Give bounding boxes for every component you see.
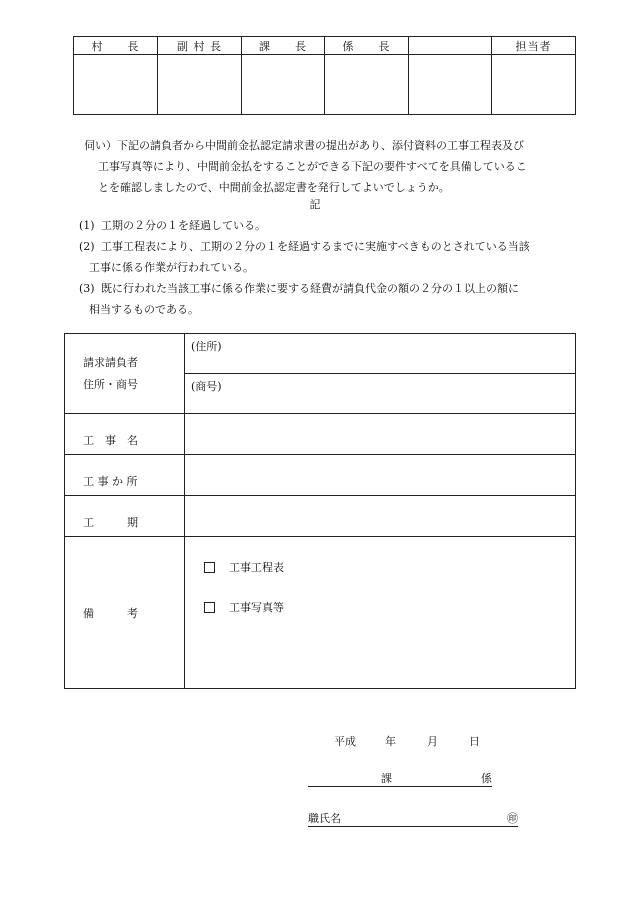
trade-name-label: (商号)	[191, 380, 222, 393]
approval-header-blank	[409, 37, 492, 55]
table-row	[65, 496, 576, 537]
work-place-field[interactable]	[185, 455, 576, 496]
inquiry-line: 伺い）下記の請負者から中間前金払認定請求書の提出があり、添付資料の工事工程表及び	[84, 139, 524, 152]
period-field[interactable]	[185, 496, 576, 537]
requester-label: 請求請負者	[83, 355, 138, 369]
item-text: 工事工程表により、工期の２分の１を経過するまでに実施すべきものとされている当該	[101, 240, 530, 253]
section-ka: 課	[381, 772, 392, 785]
item-text: 既に行われた当該工事に係る作業に要する経費が請負代金の額の２分の１以上の額に	[101, 282, 519, 295]
trade-name-field[interactable]	[185, 374, 576, 414]
requirements-list	[79, 215, 579, 320]
checkbox-schedule[interactable]	[204, 557, 574, 577]
table-row	[65, 334, 576, 374]
stamp-cell[interactable]	[74, 55, 158, 115]
date-year: 年	[385, 735, 396, 748]
date-era: 平成	[334, 735, 356, 748]
date-line	[334, 733, 480, 749]
approval-header-deputy-mayor: 副 村 長	[158, 37, 242, 55]
table-row	[65, 537, 576, 689]
list-item	[79, 215, 579, 236]
address-label: (住所)	[191, 340, 222, 353]
stamp-cell[interactable]	[242, 55, 325, 115]
stamp-cell[interactable]	[492, 55, 576, 115]
item-number: (1)	[79, 219, 95, 232]
list-item	[79, 236, 579, 257]
requester-sublabel: 住所・商号	[83, 377, 138, 391]
checkbox-label: 工事工程表	[229, 561, 284, 574]
checkbox-icon[interactable]	[204, 562, 215, 573]
item-number: (2)	[79, 240, 95, 253]
address-field[interactable]	[185, 334, 576, 374]
approval-table	[73, 36, 576, 115]
date-day: 日	[469, 735, 480, 748]
list-item	[79, 278, 579, 299]
inquiry-line: 工事写真等により、中間前金払をすることができる下記の要件すべてを具備しているこ	[98, 160, 527, 173]
stamp-cell[interactable]	[325, 55, 409, 115]
staff-signature-line[interactable]	[308, 810, 518, 827]
approval-stamp-row	[74, 55, 576, 115]
inquiry-line: とを確認しましたので、中間前金払認定書を発行してよいでしょうか。	[98, 181, 450, 194]
item-text-continued: 相当するものである。	[89, 303, 199, 316]
request-form-table	[64, 333, 576, 689]
stamp-cell[interactable]	[158, 55, 242, 115]
checkbox-photos[interactable]	[204, 597, 574, 617]
approval-header-row	[74, 37, 576, 55]
approval-header-mayor: 村 長	[74, 37, 158, 55]
approval-header-staff: 担当者	[492, 37, 576, 55]
approval-header-section-chief: 課 長	[242, 37, 325, 55]
table-row	[65, 414, 576, 455]
item-text: 工期の２分の１を経過している。	[101, 219, 266, 232]
work-name-label: 工 事 名	[65, 414, 185, 455]
section-signature-line[interactable]	[308, 770, 492, 787]
staff-label: 職氏名	[308, 812, 341, 825]
work-name-field[interactable]	[185, 414, 576, 455]
period-label: 工 期	[65, 496, 185, 537]
inquiry-paragraph	[84, 135, 578, 198]
section-kakari: 係	[481, 772, 492, 785]
checkbox-icon[interactable]	[204, 602, 215, 613]
approval-header-subsection-chief: 係 長	[325, 37, 409, 55]
table-row	[65, 455, 576, 496]
requester-label-cell	[65, 334, 185, 414]
remarks-label: 備 考	[65, 537, 185, 689]
checkbox-label: 工事写真等	[229, 601, 284, 614]
date-month: 月	[427, 735, 438, 748]
ki-heading: 記	[309, 198, 321, 211]
remarks-field	[185, 537, 576, 689]
item-text-continued: 工事に係る作業が行われている。	[89, 261, 254, 274]
stamp-cell[interactable]	[409, 55, 492, 115]
work-place-label: 工 事 か 所	[65, 455, 185, 496]
seal-icon: ㊞	[507, 812, 518, 825]
item-number: (3)	[79, 282, 95, 295]
